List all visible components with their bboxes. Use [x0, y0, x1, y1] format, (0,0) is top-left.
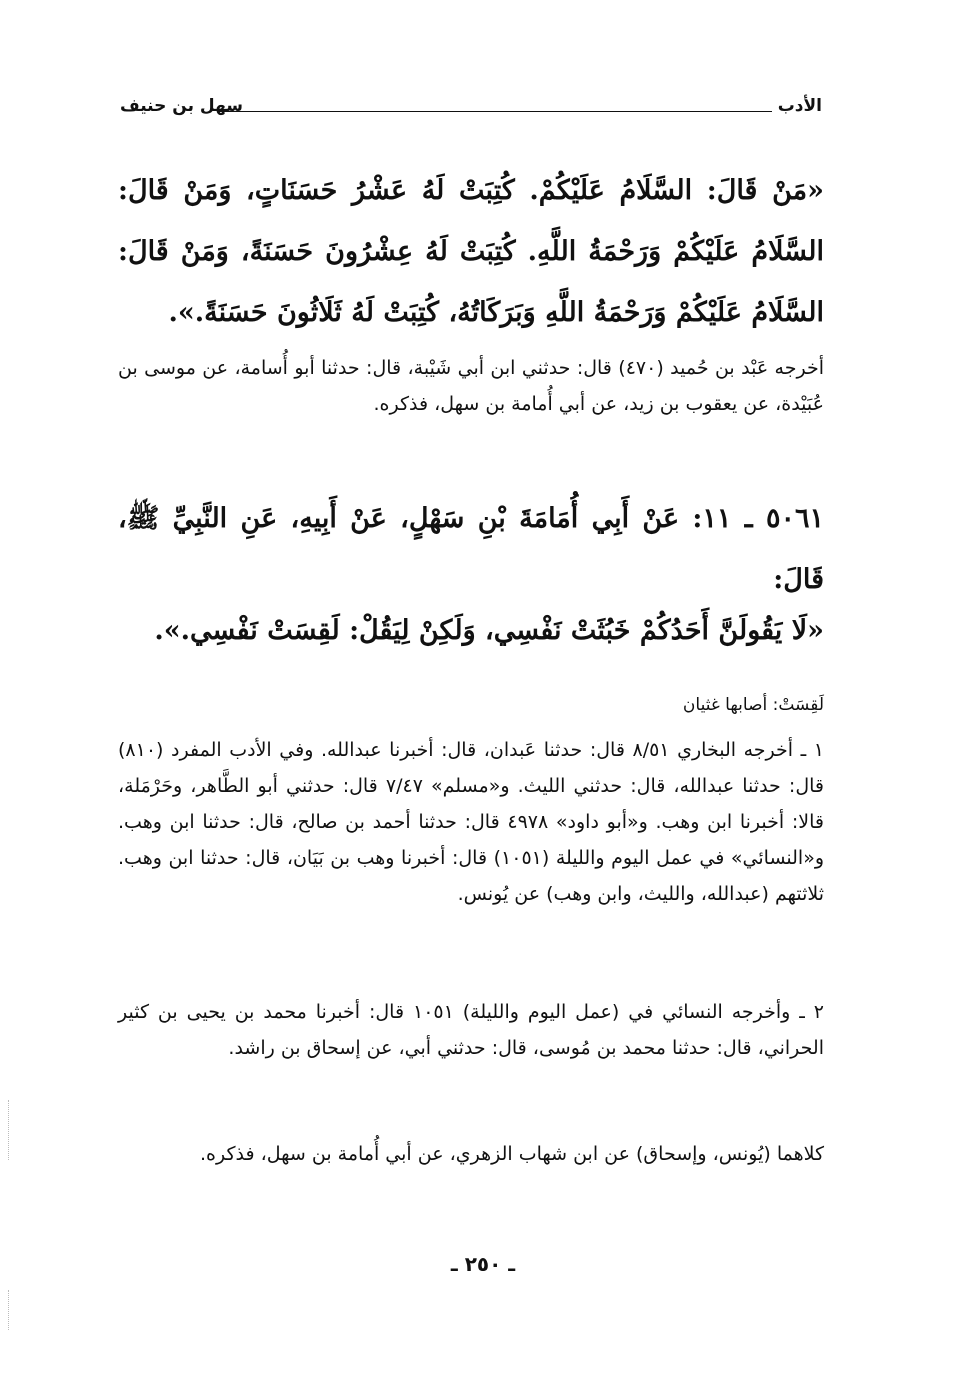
chapter-title: الأدب: [777, 96, 822, 116]
takhrij-note-2: ١ ـ أخرجه البخاري ٨/٥١ قال: حدثنا عَبدان، قال: أخبرنا عبدالله. وفي الأدب المفرد (٨١٠) قال: حدثنا عبدالله، قال: حدثني الليث. و«مسلم» ٧/٤٧ قال: حدثني أبو الطَّاهر، وحَرْمَلة، قالا: أخبرنا ابن وهب. و«أبو داود» ٤٩٧٨ قال: حدثنا أحمد بن صالح، قال: حدثنا ابن وهب. و«النسائي» في عمل اليوم والليلة (١٠٥١) قال: أخبرنا وهب بن بَيَان، قال: حدثنا ابن وهب. ثلاثتهم (عبدالله، والليث، وابن وهب) عن يُونس.: [118, 739, 824, 905]
hadith-text-2: «لَا يَقُولَنَّ أَحَدُكُمْ خَبُثَتْ نَفْسِي، وَلَكِنْ لِيَقُلْ: لَقِسَتْ نَفْسِي.».: [154, 615, 824, 646]
word-gloss: لَقِسَتْ: أصابها غثيان: [682, 695, 824, 715]
narrator-title: سهل بن حنيف: [120, 96, 244, 116]
takhrij-note-4: كلاهما (يُونس، وإسحاق) عن ابن شهاب الزهري، عن أبي أُمامة بن سهل، فذكره.: [200, 1143, 824, 1165]
page-number: ـ ٢٥٠ ـ: [450, 1252, 516, 1276]
scan-edge-mark: [8, 1100, 11, 1160]
takhrij-note-1: أخرجه عَبْد بن حُميد (٤٧٠) قال: حدثني ابن أبي شَيْبة، قال: حدثنا أبو أُسامة، عن موسى بن عُبَيْدة، عن يعقوب بن زيد، عن أبي أُمامة بن سهل، فذكره.: [118, 357, 824, 415]
hadith-text-1: «مَنْ قَالَ: السَّلَامُ عَلَيْكُمْ. كُتِبَتْ لَهُ عَشْرُ حَسَنَاتٍ، وَمَنْ قَالَ: السَّلَامُ عَلَيْكُمْ وَرَحْمَةُ اللَّهِ. كُتِبَتْ لَهُ عِشْرُونَ حَسَنَةً، وَمَنْ قَالَ: السَّلَامُ عَلَيْكُمْ وَرَحْمَةُ اللَّهِ وَبَرَكَاتُهُ، كُتِبَتْ لَهُ ثَلَاثُونَ حَسَنَةً.».: [118, 175, 824, 328]
header-rule: [218, 111, 772, 112]
takhrij-note-3: ٢ ـ وأخرجه النسائي في (عمل اليوم والليلة) ١٠٥١ قال: أخبرنا محمد بن يحيى بن كثير الحراني، قال: حدثنا محمد بن مُوسى، قال: حدثني أبي، عن إسحاق بن راشد.: [118, 1001, 824, 1059]
hadith-heading-5061: ٥٠٦١ ـ ١١: عَنْ أَبِي أُمَامَةَ بْنِ سَهْلٍ، عَنْ أَبِيهِ، عَنِ النَّبِيِّ ﷺ، قَالَ:: [118, 503, 824, 595]
scan-edge-mark: [8, 1290, 11, 1330]
running-header: [120, 96, 822, 126]
